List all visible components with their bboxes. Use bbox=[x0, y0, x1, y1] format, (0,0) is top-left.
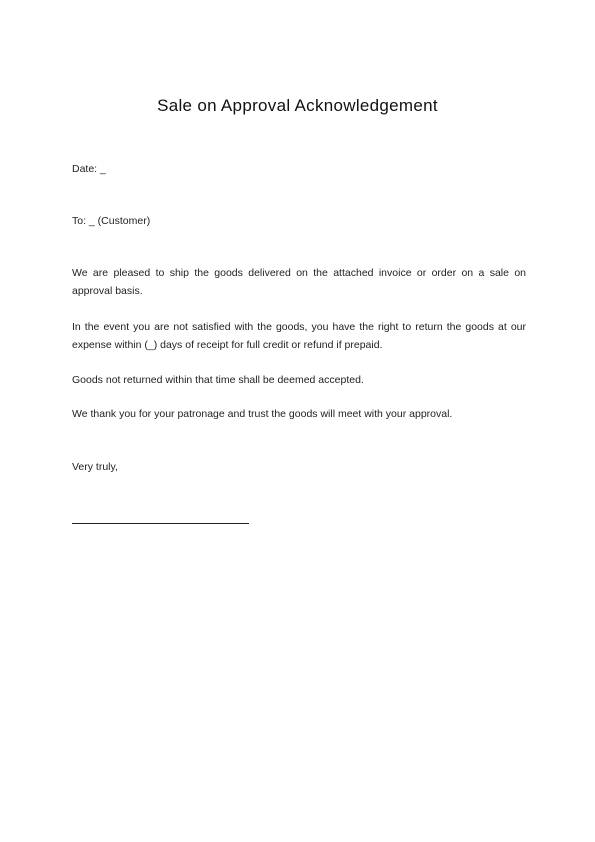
paragraph-acceptance: Goods not returned within that time shall be deemed accepted. bbox=[72, 374, 364, 386]
signature-line bbox=[72, 523, 249, 524]
paragraph-shipment: We are pleased to ship the goods delivered on the attached invoice or order on a sale on approval basis. bbox=[72, 267, 526, 297]
date-line: Date: _ bbox=[72, 163, 106, 175]
closing-line: Very truly, bbox=[72, 461, 118, 473]
paragraph-return-terms: In the event you are not satisfied with the goods, you have the right to return the goods at our expense within (_) days of receipt for full credit or refund if prepaid. bbox=[72, 321, 526, 351]
paragraph-thanks: We thank you for your patronage and trust the goods will meet with your approval. bbox=[72, 408, 453, 420]
document-title: Sale on Approval Acknowledgement bbox=[157, 96, 438, 115]
recipient-line: To: _ (Customer) bbox=[72, 215, 151, 227]
